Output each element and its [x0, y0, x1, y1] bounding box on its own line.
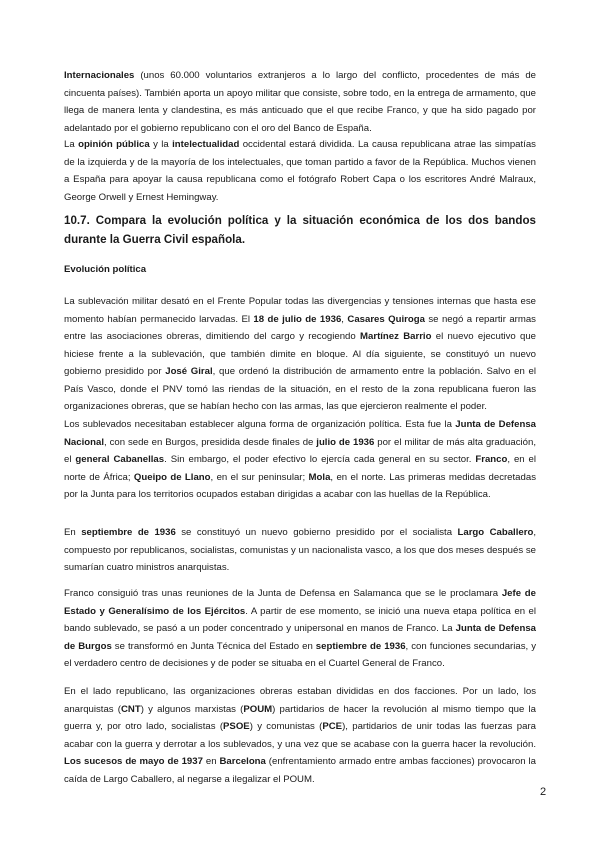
text-run: se constituyó un nuevo gobierno presidido por el socialista: [175, 527, 458, 538]
text-run: Los sublevados necesitaban establecer alguna forma de organización política. Esta fue la: [64, 419, 456, 430]
bold-text-run: PCE: [322, 721, 343, 732]
bold-text-run: opinión pública: [78, 139, 150, 150]
paragraph-political-1: [64, 293, 536, 416]
text-run: , con funciones secundarias, y el verdadero centro de decisiones y de poder se situaba en el Cuartel General de Franco.: [64, 640, 536, 669]
bold-text-run: Junta de Defensa de Burgos: [64, 623, 536, 652]
text-run: En el lado republicano, las organizaciones obreras estaban divididas en dos facciones. Por un lado, los anarquistas (: [64, 686, 536, 715]
text-run: . Sin embargo, el poder efectivo lo ejercía cada general en su sector.: [164, 454, 476, 465]
paragraph-political-5: [64, 683, 536, 788]
bold-text-run: Mola: [308, 471, 331, 483]
bold-text-run: 18 de julio de 1936: [253, 313, 342, 325]
text-run: y la: [149, 139, 173, 150]
bold-text-run: Queipo de Llano: [133, 471, 211, 483]
text-run: , con sede en Burgos, presidida desde finales de: [104, 436, 317, 448]
text-run: ) y algunos marxistas (: [140, 703, 244, 715]
bold-text-run: Largo Caballero: [457, 527, 534, 538]
bold-text-run: Jefe de Estado y Generalísimo de los Ejércitos: [64, 588, 536, 617]
bold-text-run: Martínez Barrio: [360, 331, 432, 342]
subheading: Evolución política: [64, 264, 147, 275]
text-run: , compuesto por republicanos, socialistas, comunistas y un nacionalista vasco, a los que dos meses después se sumarían cuatro ministros anarquistas.: [64, 527, 536, 573]
text-run: por el militar de más alta graduación, el: [64, 436, 536, 465]
text-run: (enfrentamiento armado entre ambas facciones) provocaron la caída de Largo Caballero, al negarse a ilegalizar el POUM.: [64, 756, 536, 785]
paragraph-political-3: [64, 524, 536, 577]
text-run: en: [202, 756, 220, 767]
text-run: ) partidarios de hacer la revolución al mismo tiempo que la guerra y, por otro lado, socialistas (: [64, 703, 537, 732]
bold-text-run: intelectualidad: [172, 139, 240, 150]
bold-text-run: José Giral: [165, 366, 213, 377]
bold-text-run: CNT: [121, 703, 141, 715]
section-heading: 10.7. Compara la evolución política y la situación económica de los dos bandos durante la Guerra Civil española.: [64, 214, 536, 246]
text-run: ,: [341, 313, 348, 325]
bold-text-run: Los sucesos de mayo de 1937: [64, 756, 203, 767]
bold-text-run: Casares Quiroga: [347, 313, 425, 325]
text-run: se transformó en Junta Técnica del Estado en: [111, 640, 316, 652]
text-run: se negó a repartir armas entre las asociaciones obreras, dimitiendo del cargo y recogiendo: [64, 313, 536, 342]
bold-text-run: septiembre de 1936: [315, 640, 406, 652]
bold-text-run: PSOE: [223, 721, 250, 732]
text-run: ) y comunistas (: [249, 721, 323, 732]
text-run: La sublevación militar desató en el Frente Popular todas las divergencias y tensiones internas que hasta ese momento habían permanecido larvadas. El: [64, 296, 536, 325]
text-run: ), partidarios de unir todas las fuerzas para acabar con la guerra y derrotar a los sublevados, y una vez que se acabase con la guerra hacer la revolución.: [64, 721, 536, 750]
text-run: La: [64, 139, 79, 150]
text-run: el nuevo ejecutivo que hiciese frente a la sublevación, que también dimite en bloque. Al día siguiente, se constituyó un nuevo gobierno presidido por: [64, 331, 537, 377]
page-number: 2: [540, 786, 547, 798]
paragraph-political-4: [64, 585, 536, 673]
bold-text-run: general Cabanellas: [75, 454, 165, 465]
text-run: , que ordenó la distribución de armamento entre la población. Salvo en el País Vasco, donde el PNV tomó las riendas de la situación, en el resto de la zona republicana fueron las organizaciones obreras, que se habían hecho con las armas, las que ejercieron realmente el poder.: [64, 366, 536, 412]
text-run: , en el norte. Las primeras medidas decretadas por la Junta para los territorios ocupados estaban dirigidas a acabar con las huellas de la República.: [64, 471, 536, 500]
text-run: En: [64, 527, 82, 538]
bold-text-run: Franco: [475, 454, 508, 465]
text-run: , en el sur peninsular;: [210, 471, 309, 483]
text-run: , en el norte de África;: [64, 454, 537, 483]
paragraph-intro: [64, 67, 536, 137]
bold-text-run: Barcelona: [219, 756, 266, 767]
paragraph-opinion: [64, 136, 536, 206]
bold-text-run: POUM: [243, 703, 273, 715]
bold-text-run: septiembre de 1936: [81, 527, 176, 538]
text-run: . A partir de ese momento, se inició una nueva etapa política en el bando sublevado, se pasó a un poder concentrado y unipersonal en manos de Franco. La: [64, 605, 536, 634]
text-run: occidental estará dividida. La causa republicana atrae las simpatías de la izquierda y de la mayoría de los intelectuales, que toman partido a favor de la República. Muchos vienen a España para apoyar la causa republicana como el fotógrafo Robert Capa o los escritores André Malraux, George Orwell y Ernest Hemingway.: [64, 139, 536, 203]
text-run: (unos 60.000 voluntarios extranjeros a lo largo del conflicto, procedentes de más de cincuenta países). También aporta un apoyo militar que consiste, sobre todo, en la entrega de armamento, que llega de manera lenta y clandestina, es más anticuado que el que recibe Franco, y que ha sido pagado por adelantado por el gobierno republicano con el oro del Banco de España.: [64, 70, 536, 134]
paragraph-political-2: [64, 416, 536, 504]
bold-text-run: Internacionales: [64, 70, 135, 81]
bold-text-run: Junta de Defensa Nacional: [64, 419, 536, 448]
bold-text-run: julio de 1936: [316, 436, 375, 448]
text-run: Franco consiguió tras unas reuniones de la Junta de Defensa en Salamanca que se le proclamara: [64, 588, 502, 599]
